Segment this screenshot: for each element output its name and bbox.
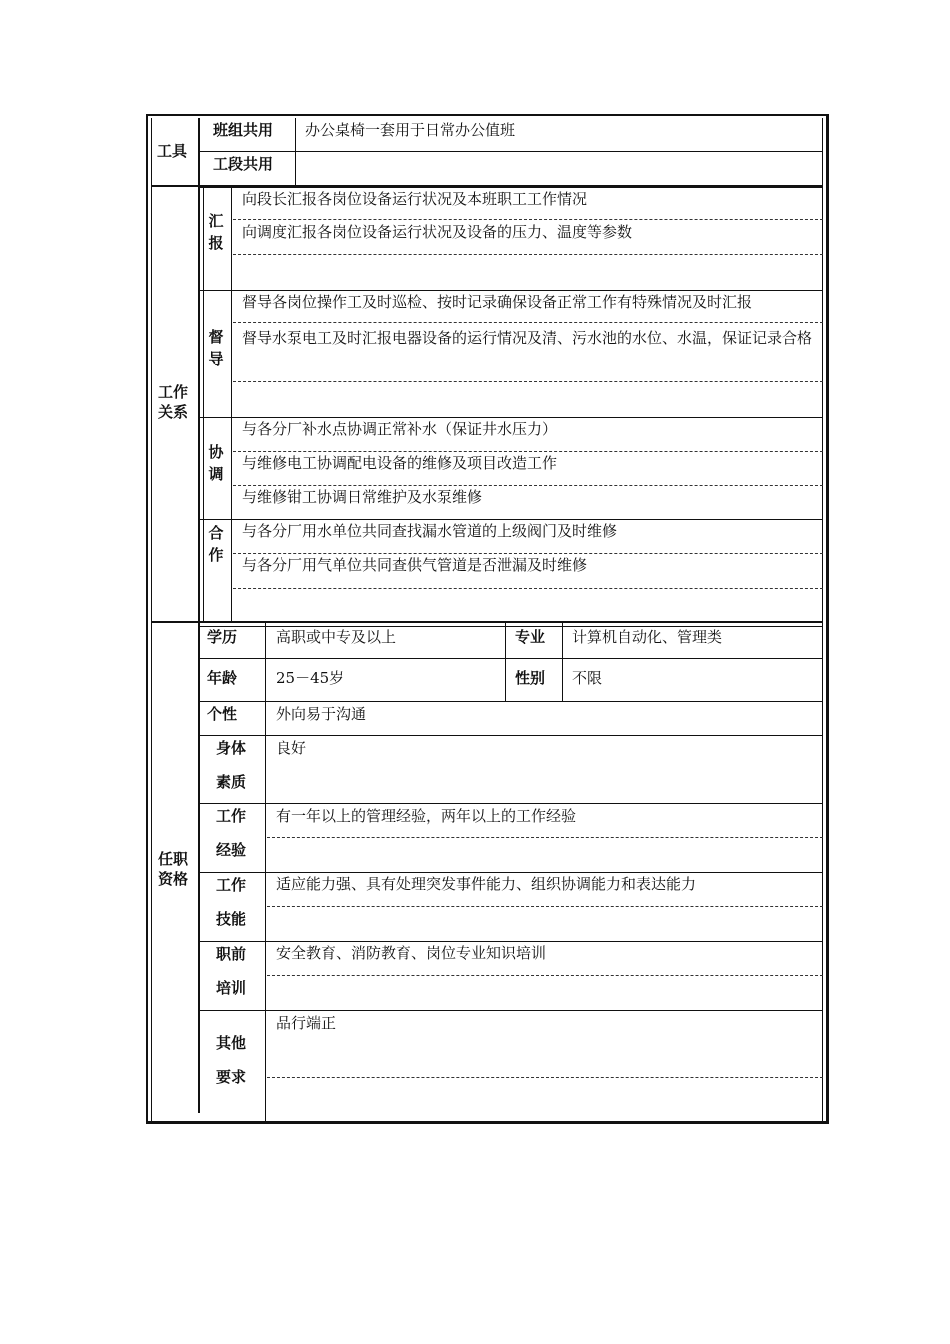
fitness-label-1: 身体: [216, 739, 247, 757]
experience-label-1: 工作: [216, 807, 247, 825]
supervise-item-1: 督导各岗位操作工及时巡检、按时记录确保设备正常工作有特殊情况及时汇报: [242, 293, 753, 311]
major-label: 专业: [515, 628, 546, 646]
other-value: 品行端正: [276, 1014, 337, 1032]
relations-top-border: [199, 187, 823, 188]
age-value: 25－45岁: [276, 669, 345, 687]
row-personality-bottom: [199, 735, 823, 736]
skills-label-1: 工作: [216, 876, 247, 894]
row-experience-bottom: [199, 872, 823, 873]
relations-bottom-border: [152, 621, 823, 623]
relations-col-divider: [198, 187, 200, 621]
supervise-dash-2: [233, 381, 823, 382]
age-label: 年龄: [207, 669, 238, 687]
training-value: 安全教育、消防教育、岗位专业知识培训: [276, 944, 547, 962]
coordinate-dash-1: [233, 451, 823, 452]
report-bottom: [199, 290, 823, 291]
cooperate-dash-2: [233, 588, 823, 589]
major-value: 计算机自动化、管理类: [572, 628, 723, 646]
education-value: 高职或中专及以上: [276, 628, 397, 646]
row-edu-bottom: [199, 658, 823, 659]
education-label: 学历: [207, 628, 238, 646]
cooperate-item-2: 与各分厂用气单位共同查供气管道是否泄漏及时维修: [242, 556, 588, 574]
supervise-item-2: 督导水泵电工及时汇报电器设备的运行情况及清、污水池的水位、水温，保证记录合格: [242, 329, 813, 347]
training-label-2: 培训: [216, 979, 247, 997]
coordinate-dash-2: [233, 485, 823, 486]
skills-label-2: 技能: [216, 910, 247, 928]
row-age-bottom: [199, 701, 823, 702]
coordinate-item-2: 与维修电工协调配电设备的维修及项目改造工作: [242, 454, 558, 472]
cooperate-dash-1: [233, 553, 823, 554]
qual-mid-divider-2: [562, 623, 563, 701]
frame-left-outer: [146, 114, 148, 1124]
skills-dash: [267, 906, 823, 907]
tools-shared-team-value: 办公桌椅一套用于日常办公值班: [305, 121, 516, 139]
tools-label: 工具: [157, 142, 188, 160]
tools-shared-section-label: 工段共用: [213, 155, 274, 173]
report-dash-1: [233, 219, 823, 220]
coordinate-label: 协调: [208, 443, 224, 483]
cooperate-item-1: 与各分厂用水单位共同查找漏水管道的上级阀门及时维修: [242, 522, 618, 540]
qual-bottom-thick: [152, 1121, 266, 1124]
tools-col-divider: [198, 118, 200, 186]
personality-label: 个性: [207, 705, 238, 723]
tools-value-divider: [295, 118, 296, 186]
cooperate-label: 合作: [208, 524, 224, 564]
report-item-1: 向段长汇报各岗位设备运行状况及本班职工工作情况: [242, 190, 588, 208]
report-dash-2: [233, 254, 823, 255]
supervise-label: 督导: [208, 328, 224, 368]
experience-dash: [267, 837, 823, 838]
coordinate-item-3: 与维修钳工协调日常维护及水泵维修: [242, 488, 483, 506]
relations-content-divider: [231, 187, 232, 621]
skills-value: 适应能力强、具有处理突发事件能力、组织协调能力和表达能力: [276, 875, 697, 893]
relations-col-divider-2: [203, 187, 204, 621]
fitness-label-2: 素质: [216, 773, 247, 791]
coordinate-item-1: 与各分厂补水点协调正常补水（保证井水压力）: [242, 420, 558, 438]
gender-label: 性别: [515, 669, 546, 687]
tools-row-divider: [199, 151, 823, 152]
gender-value: 不限: [572, 669, 603, 687]
training-label-1: 职前: [216, 945, 247, 963]
frame-left-inner: [151, 118, 152, 1122]
row-training-bottom: [199, 1010, 823, 1011]
qualifications-label: 任职资格: [157, 850, 188, 888]
row-fitness-bottom: [199, 803, 823, 804]
qual-label-divider: [265, 623, 266, 1123]
supervise-dash-1: [233, 322, 823, 323]
tools-shared-team-label: 班组共用: [213, 121, 274, 139]
frame-right-outer: [826, 114, 829, 1124]
supervise-bottom: [199, 417, 823, 418]
report-label: 汇报: [208, 212, 224, 252]
qual-col-divider: [198, 623, 200, 1113]
relations-label: 工作关系: [157, 383, 188, 421]
report-item-2: 向调度汇报各岗位设备运行状况及设备的压力、温度等参数: [242, 223, 633, 241]
other-dash: [267, 1077, 823, 1078]
frame-top: [146, 114, 828, 116]
other-label-1: 其他: [216, 1034, 247, 1052]
row-skills-bottom: [199, 941, 823, 942]
other-label-2: 要求: [216, 1068, 247, 1086]
qual-mid-divider-1: [505, 623, 506, 701]
personality-value: 外向易于沟通: [276, 705, 367, 723]
experience-label-2: 经验: [216, 841, 247, 859]
fitness-value: 良好: [276, 739, 307, 757]
coordinate-bottom: [199, 519, 823, 520]
experience-value: 有一年以上的管理经验，两年以上的工作经验: [276, 807, 577, 825]
training-dash: [267, 975, 823, 976]
frame-right-inner: [822, 118, 823, 1122]
